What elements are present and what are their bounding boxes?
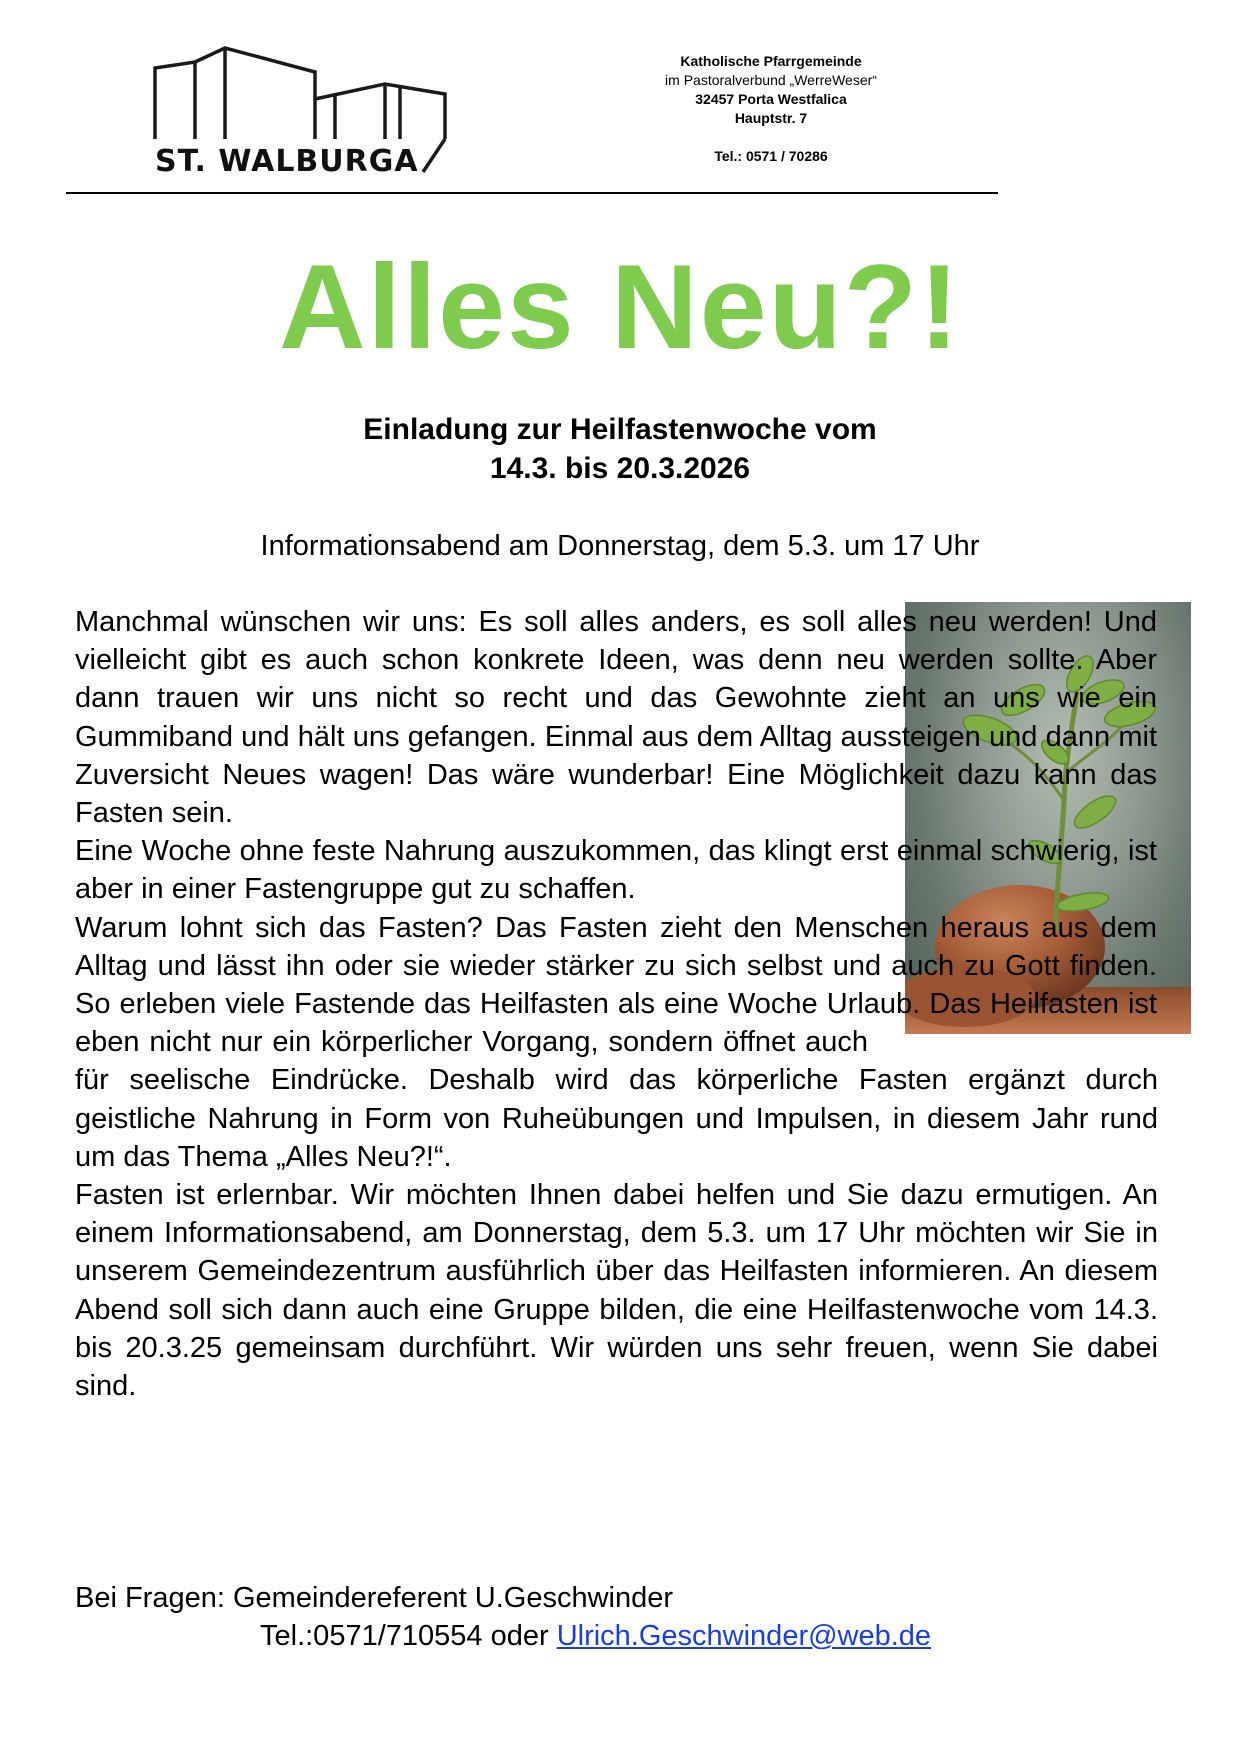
email-link[interactable]: Ulrich.Geschwinder@web.de — [556, 1620, 932, 1652]
subtitle-line-2: 14.3. bis 20.3.2026 — [489, 452, 751, 485]
page-title: Alles Neu?! — [278, 240, 962, 374]
subtitle-line-1: Einladung zur Heilfastenwoche vom — [363, 413, 877, 446]
parish-phone: Tel.: 0571 / 70286 — [714, 148, 828, 164]
contact-phone: Tel.:0571/710554 oder — [260, 1620, 557, 1652]
address-line-4: Hauptstr. 7 — [734, 110, 808, 126]
body-paragraph: Fasten ist erlernbar. Wir möchten Ihnen dabei helfen und Sie dazu ermutigen. An einem Informationsabend, am Donnerstag, dem 5.3. um 17 Uhr möchten wir Sie in unserem Gemeindezentrum ausführlich über das Heilfasten informieren. An diesem Abend soll sich dann auch eine Gruppe bilden, die eine Heilfastenwoche vom 14.3. bis 20.3.25 gemeinsam durchführt. Wir würden uns sehr freuen, wenn Sie dabei sind. — [75, 1179, 1158, 1403]
body-paragraph: Eine Woche ohne feste Nahrung auszukommen, das klingt erst einmal schwierig, ist aber in einer Fastengruppe gut zu schaffen. — [75, 835, 1157, 906]
parish-name: ST. WALBURGA — [155, 144, 419, 179]
body-paragraph: Manchmal wünschen wir uns: Es soll alles anders, es soll alles neu werden! Und vielleicht gibt es auch schon konkrete Ideen, was denn neu werden sollte. Aber dann trauen wir uns nicht so recht und das Gewohnte zieht an uns wie ein Gummiband und hält uns gefangen. Einmal aus dem Alltag aussteigen und dann mit Zuversicht Neues wagen! Das wäre wunderbar! Eine Möglichkeit dazu kann das Fasten sein. — [75, 606, 1157, 830]
info-evening-line: Informationsabend am Donnerstag, dem 5.3. um 17 Uhr — [260, 530, 980, 562]
image-float-spacer — [1157, 603, 1158, 1051]
parish-address — [606, 52, 936, 166]
subtitle — [0, 410, 1240, 488]
body-paragraph: Warum lohnt sich das Fasten? Das Fasten zieht den Menschen heraus aus dem Alltag und lässt ihn oder sie wieder stärker zu sich selbst und auch zu Gott finden. So erleben viele Fastende das Heilfasten als eine Woche Urlaub. Das Heilfasten ist eben nicht nur ein körperlicher Vorgang, sondern öffnet auch für seelische Eindrücke. Deshalb wird das körperliche Fasten ergänzt durch geistliche Nahrung in Form von Ruheübungen und Impulsen, in diesem Jahr rund um das Thema „Alles Neu?!“. — [75, 911, 1158, 1173]
letterhead — [66, 40, 998, 190]
address-line-2: im Pastoralverbund „WerreWeser“ — [665, 72, 877, 88]
contact-footer — [75, 1579, 1175, 1655]
header-divider — [66, 192, 998, 194]
body-text — [75, 603, 1158, 1405]
contact-line — [75, 1617, 1175, 1655]
questions-line: Bei Fragen: Gemeindereferent U.Geschwinder — [75, 1582, 674, 1614]
parish-logo — [145, 44, 505, 184]
address-line-3: 32457 Porta Westfalica — [695, 91, 847, 107]
address-line-1: Katholische Pfarrgemeinde — [680, 53, 862, 69]
